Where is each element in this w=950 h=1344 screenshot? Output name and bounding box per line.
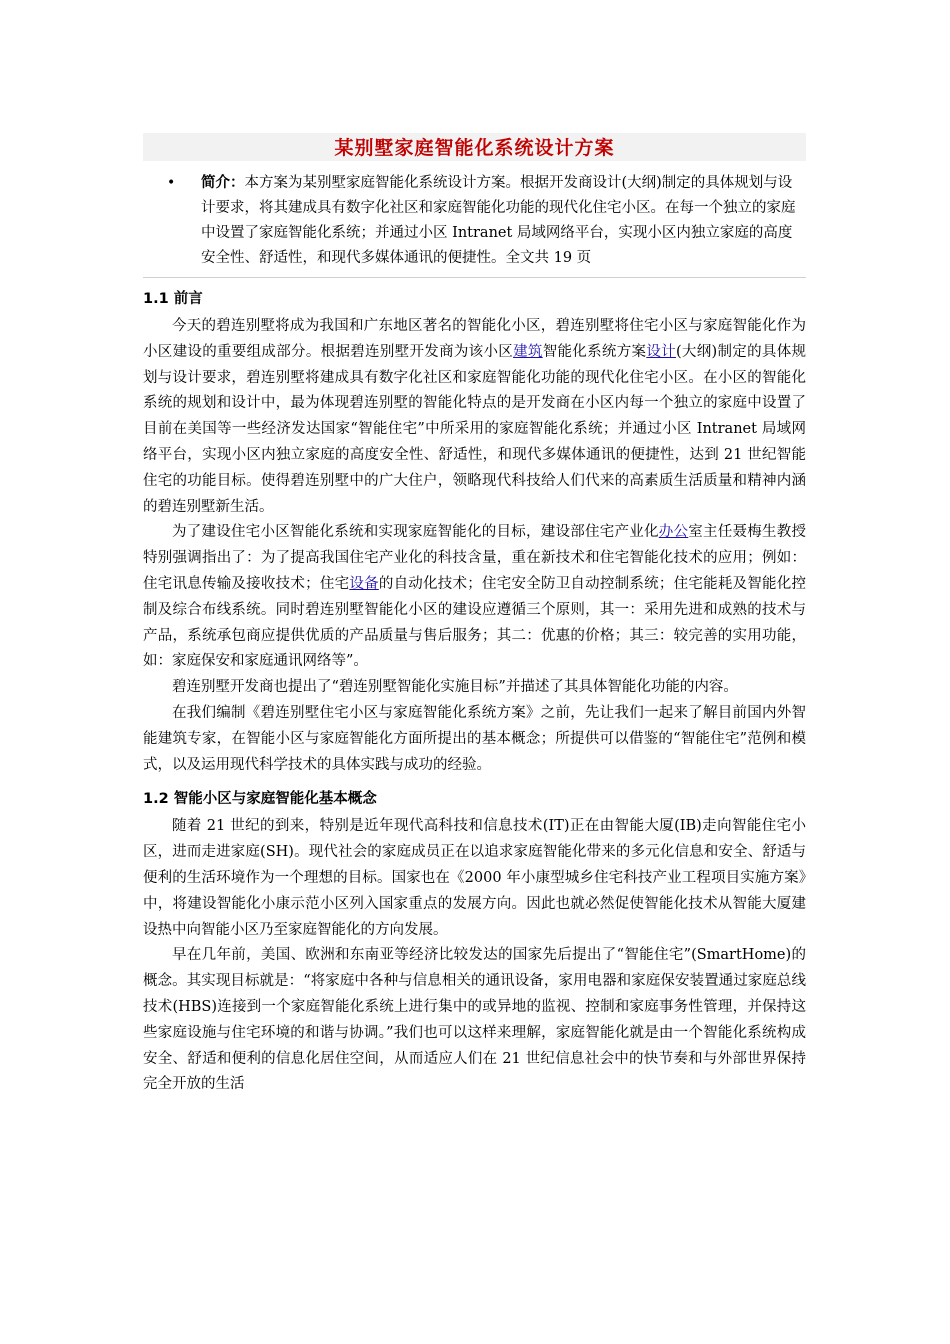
paragraph-2	[143, 520, 806, 675]
paragraph-6: 早在几年前，美国、欧洲和东南亚等经济比较发达的国家先后提出了“智能住宅”(SmartHome)的概念。其实现目标就是：“将家庭中各种与信息相关的通讯设备，家用电器和家庭保安装置通过家庭总线技术(HBS)连接到一个家庭智能化系统上进行集中的或异地的监视、控制和家庭事务性管理，并保持这些家庭设施与住宅环境的和谐与协调。”我们也可以这样来理解，家庭智能化就是由一个智能化系统构成安全、舒适和便利的信息化居住空间，从而适应人们在 21 世纪信息社会中的快节奏和与外部世界保持完全开放的生活	[143, 947, 806, 1093]
paragraph-2-part-c: 的自动化技术；住宅安全防卫自动控制系统；住宅能耗及智能化控制及综合布线系统。同时碧连别墅智能化小区的建设应遵循三个原则，其一：采用先进和成熟的技术与产品，系统承包商应提供优质的产品质量与售后服务；其二：优惠的价格；其三：较完善的实用功能，如：家庭保安和家庭通讯网络等”。	[143, 575, 807, 670]
link-shebei[interactable]: 设备	[349, 575, 379, 592]
intro-text-wrap	[201, 171, 806, 271]
intro-text: 本方案为某别墅家庭智能化系统设计方案。根据开发商设计(大纲)制定的具体规划与设计要求，将其建成具有数字化社区和家庭智能化功能的现代化住宅小区。在每一个独立的家庭中设置了家庭智能化系统；并通过小区 Intranet 局域网络平台，实现小区内独立家庭的高度安全性、舒适性，和现代多媒体通讯的便捷性。全文共 19 页	[201, 175, 796, 266]
link-sheji[interactable]: 设计	[646, 343, 676, 360]
paragraph-1-part-c: (大纲)制定的具体规划与设计要求，碧连别墅将建成具有数字化社区和家庭智能化功能的现代化住宅小区。在小区的智能化系统的规划和设计中，最为体现碧连别墅的智能化特点的是开发商在小区内每一个独立的家庭中设置了目前在美国等一些经济发达国家“智能住宅”中所采用的家庭智能化系统；并通过小区 Intranet 局域网络平台，实现小区内独立家庭的高度安全性、舒适性，和现代多媒体通讯的便捷性，达到 21 世纪智能住宅的功能目标。使得碧连别墅中的广大住户，领略现代科技给人们代来的高素质生活质量和精神内涵的碧连别墅新生活。	[143, 343, 807, 515]
paragraph-1-part-a: 今天的碧连别墅将成为我国和广东地区著名的智能化小区，碧连别墅将住宅小区与家庭智能化作为小区建设的重要组成部分。根据碧连别墅开发商为该小区	[143, 318, 806, 360]
paragraph-1	[143, 314, 806, 520]
document-title: 某别墅家庭智能化系统设计方案	[143, 133, 806, 161]
section-heading-1-1: 1.1 前言	[143, 291, 203, 307]
paragraph-1-part-b: 智能化系统方案	[542, 343, 647, 360]
intro-block	[167, 171, 806, 271]
section-heading-1-2: 1.2 智能小区与家庭智能化基本概念	[143, 791, 377, 808]
link-jianzhu[interactable]: 建筑	[513, 343, 543, 360]
paragraph-3: 碧连别墅开发商也提出了“碧连别墅智能化实施目标”并描述了其具体智能化功能的内容。	[172, 679, 738, 696]
document-page	[143, 133, 806, 1098]
link-bangong[interactable]: 办公	[658, 524, 689, 541]
paragraph-2-part-b: 室主任聂梅生教授特别强调指出了：为了提高我国住宅产业化的科技含量，重在新技术和住宅智能化技术的应用；例如：住宅讯息传输及接收技术；住宅	[143, 524, 806, 592]
paragraph-5: 随着 21 世纪的到来，特别是近年现代高科技和信息技术(IT)正在由智能大厦(IB)走向智能住宅小区，进而走进家庭(SH)。现代社会的家庭成员正在以追求家庭智能化带来的多元化信息和安全、舒适与便利的生活环境作为一个理想的目标。国家也在《2000 年小康型城乡住宅科技产业工程项目实施方案》中，将建设智能化小康示范小区列入国家重点的发展方向。因此也就必然促使智能化技术从智能大厦建设热中向智能小区乃至家庭智能化的方向发展。	[143, 818, 806, 938]
paragraph-4: 在我们编制《碧连别墅住宅小区与家庭智能化系统方案》之前，先让我们一起来了解目前国内外智能建筑专家，在智能小区与家庭智能化方面所提出的基本概念；所提供可以借鉴的“智能住宅”范例和模式，以及运用现代科学技术的具体实践与成功的经验。	[143, 704, 806, 773]
bullet-icon: •	[167, 175, 176, 191]
intro-label: 简介：	[201, 175, 245, 191]
paragraph-2-part-a: 为了建设住宅小区智能化系统和实现家庭智能化的目标，建设部住宅产业化	[172, 524, 659, 541]
section-divider	[143, 277, 806, 278]
